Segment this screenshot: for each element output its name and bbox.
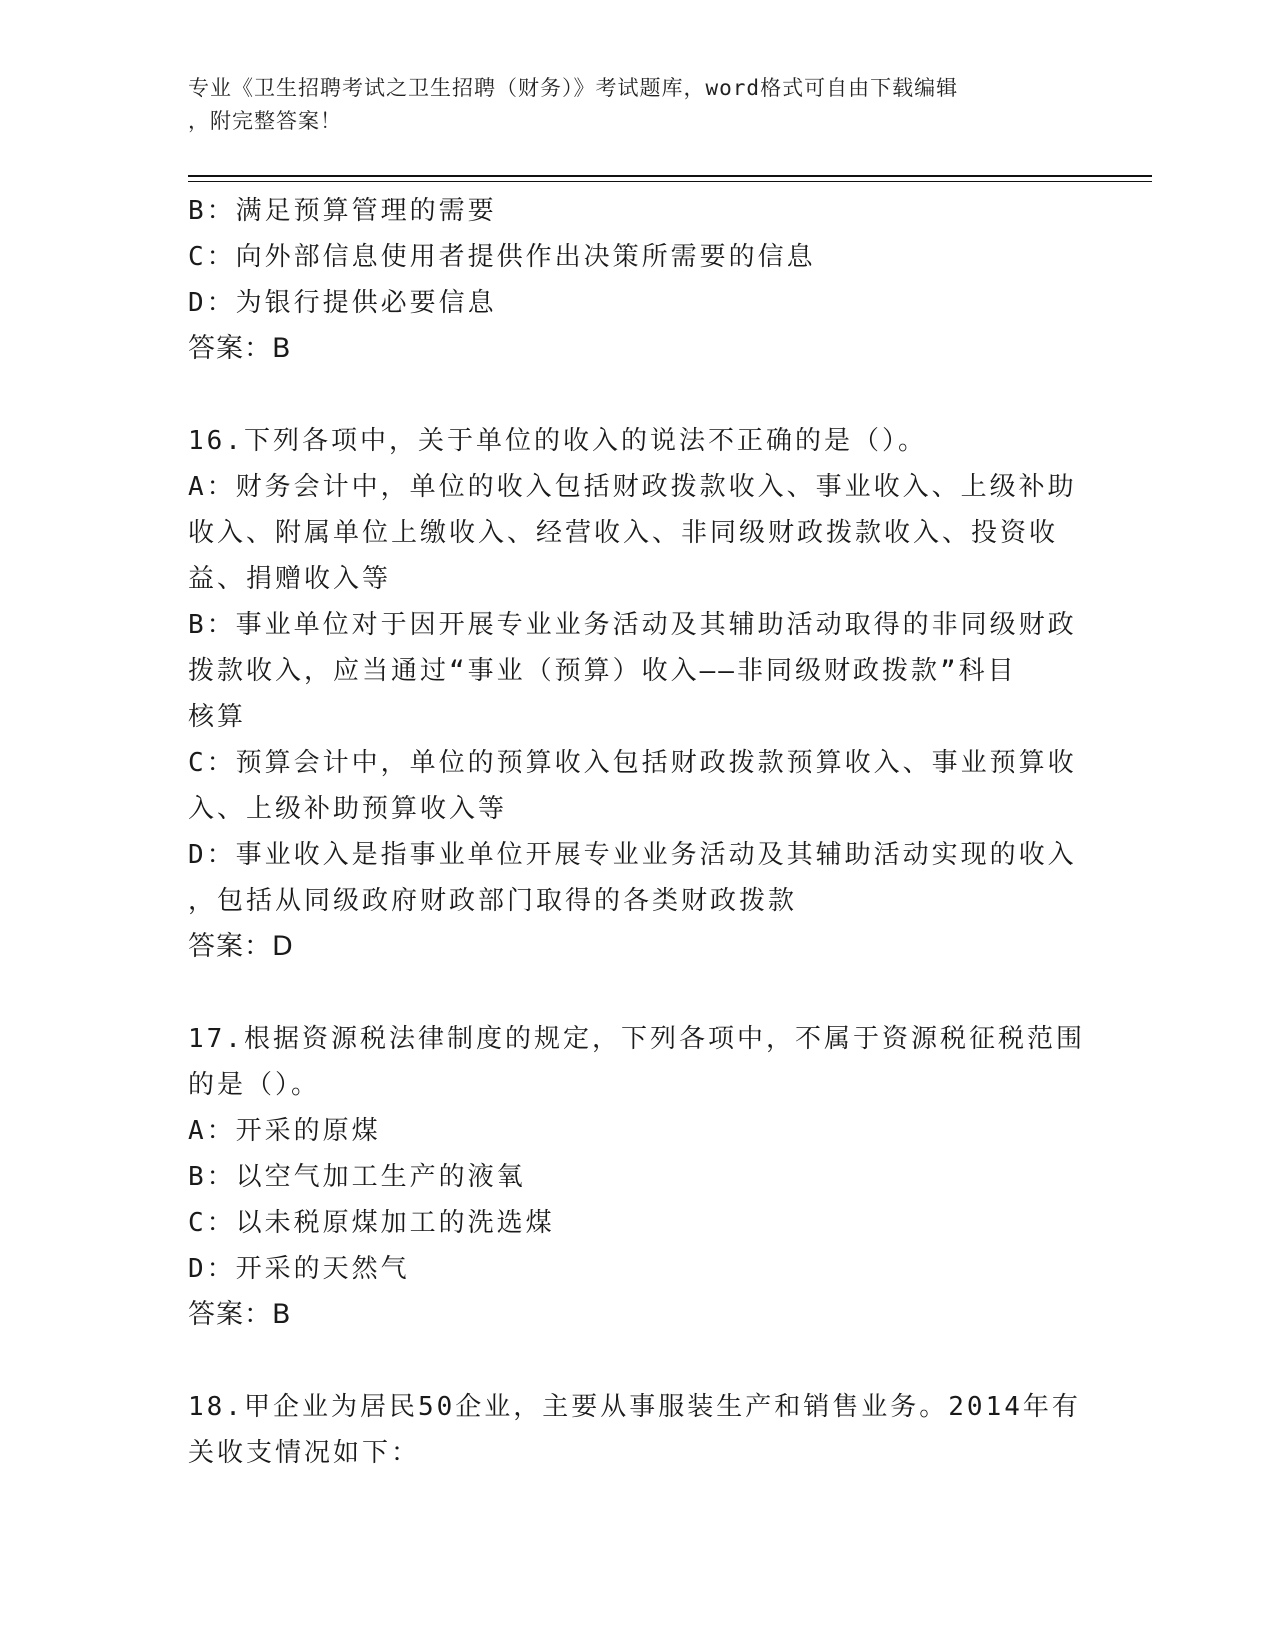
q16-option-a-line: 收入、附属单位上缴收入、经营收入、非同级财政拨款收入、投资收: [188, 518, 1059, 548]
q16-option-a-line: A：财务会计中，单位的收入包括财政拨款收入、事业收入、上级补助: [188, 472, 1077, 502]
q16-option-b-line: B：事业单位对于因开展专业业务活动及其辅助活动取得的非同级财政: [188, 610, 1077, 640]
question-16: [188, 418, 1088, 970]
q17-stem-line: 17.根据资源税法律制度的规定，下列各项中，不属于资源税征税范围: [188, 1024, 1085, 1054]
q15-answer: 答案：B: [188, 333, 292, 364]
q17-option-d: D：开采的天然气: [188, 1254, 410, 1284]
question-15-tail: [188, 188, 1088, 372]
q18-stem-line: 18.甲企业为居民50企业，主要从事服装生产和销售业务。2014年有: [188, 1392, 1081, 1422]
q18-stem-line: 关收支情况如下：: [188, 1438, 421, 1468]
q16-option-d-line: ，包括从同级政府财政部门取得的各类财政拨款: [188, 886, 798, 916]
question-18: [188, 1384, 1088, 1476]
q16-stem: 16.下列各项中，关于单位的收入的说法不正确的是（）。: [188, 426, 927, 456]
header-rule-thin: [188, 181, 1152, 182]
q16-option-a-line: 益、捐赠收入等: [188, 564, 392, 594]
q16-option-d-line: D：事业收入是指事业单位开展专业业务活动及其辅助活动实现的收入: [188, 840, 1077, 870]
q15-option-c: C：向外部信息使用者提供作出决策所需要的信息: [188, 242, 816, 272]
q16-option-b-line: 核算: [188, 702, 247, 732]
q17-answer: 答案：B: [188, 1299, 292, 1330]
q16-answer: 答案：D: [188, 931, 294, 962]
q17-stem-line: 的是（）。: [188, 1070, 321, 1100]
header-line-2: ，附完整答案！: [188, 109, 342, 133]
q16-option-c-line: C：预算会计中，单位的预算收入包括财政拨款预算收入、事业预算收: [188, 748, 1077, 778]
spacer: [188, 970, 1088, 1016]
spacer: [188, 1338, 1088, 1384]
q16-option-c-line: 入、上级补助预算收入等: [188, 794, 508, 824]
q17-option-a: A：开采的原煤: [188, 1116, 381, 1146]
question-17: [188, 1016, 1088, 1338]
q15-option-b: B：满足预算管理的需要: [188, 196, 497, 226]
spacer: [188, 372, 1088, 418]
q15-option-d: D：为银行提供必要信息: [188, 288, 497, 318]
document-header: [188, 72, 1088, 138]
q17-option-c: C：以未税原煤加工的洗选煤: [188, 1208, 555, 1238]
document-body: [188, 188, 1088, 1476]
q16-option-b-line: 拨款收入，应当通过“事业（预算）收入——非同级财政拨款”科目: [188, 656, 1017, 686]
header-line-1: 专业《卫生招聘考试之卫生招聘（财务）》考试题库，word格式可自由下载编辑: [188, 76, 959, 100]
header-rule-thick: [188, 175, 1152, 177]
q17-option-b: B：以空气加工生产的液氧: [188, 1162, 526, 1192]
